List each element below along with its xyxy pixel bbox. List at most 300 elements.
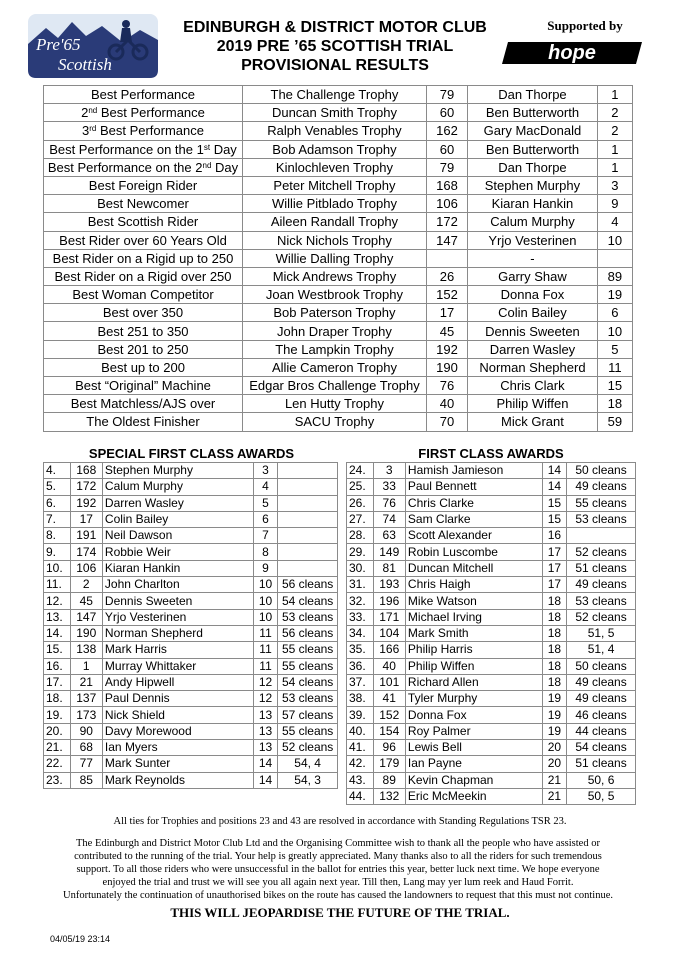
position: 28. [347,528,374,544]
position: 32. [347,593,374,609]
score: 13 [253,723,277,739]
finishing-position: 4 [597,213,632,231]
rider-number: 3 [373,463,405,479]
rider-number: 76 [373,495,405,511]
trophy-row [44,213,633,231]
score: 11 [253,642,277,658]
rider-number: 45 [426,322,467,340]
finishing-position: 2 [597,122,632,140]
rider-name: Sam Clarke [405,511,542,527]
rider-name: Donna Fox [468,286,598,304]
position: 18. [44,691,71,707]
award-row [44,625,338,641]
rider-name: Dennis Sweeten [102,593,253,609]
trophy-name: The Lampkin Trophy [243,340,427,358]
rider-name: Paul Dennis [102,691,253,707]
print-timestamp: 04/05/19 23:14 [50,934,111,944]
score: 21 [542,772,566,788]
cleans: 54, 3 [278,772,338,788]
rider-name: Mark Reynolds [102,772,253,788]
position: 20. [44,723,71,739]
award-row [347,788,636,804]
rider-name: Mark Smith [405,625,542,641]
rider-name: Colin Bailey [468,304,598,322]
score: 18 [542,674,566,690]
award-category-text: Best 251 to 350 [97,323,189,339]
score: 13 [253,740,277,756]
score: 14 [253,772,277,788]
rider-number: 70 [426,413,467,431]
cleans: 46 cleans [567,707,636,723]
rider-name: Philip Harris [405,642,542,658]
award-row [347,479,636,495]
rider-name: Norman Shepherd [468,358,598,376]
award-category-suffix: Day [211,159,239,175]
award-row [347,658,636,674]
cleans [278,544,338,560]
rider-number: 106 [70,560,102,576]
finishing-position: 6 [597,304,632,322]
cleans: 49 cleans [567,691,636,707]
cleans: 54 cleans [567,740,636,756]
award-row [347,707,636,723]
trophy-row [44,176,633,194]
trophy-name: SACU Trophy [243,413,427,431]
rider-name: Robbie Weir [102,544,253,560]
cleans: 50 cleans [567,658,636,674]
rider-number: 106 [426,195,467,213]
rider-number: 132 [373,788,405,804]
cleans: 50, 6 [567,772,636,788]
rider-number: 138 [70,642,102,658]
logo-text-line2: Scottish [58,55,112,74]
cleans: 51 cleans [567,560,636,576]
rider-number: 192 [70,495,102,511]
award-row [347,495,636,511]
rider-number: 60 [426,140,467,158]
award-category-text: 3 [81,123,90,139]
rider-number: 79 [426,86,467,104]
rider-number: 149 [373,544,405,560]
rider-name: Neil Dawson [102,528,253,544]
cleans: 54, 4 [278,756,338,772]
award-category-suffix: Best Performance [97,105,205,121]
award-category [44,231,243,249]
cleans: 53 cleans [567,511,636,527]
finishing-position: 10 [597,322,632,340]
award-row [44,593,338,609]
rider-number: 162 [426,122,467,140]
rider-name: Yrjo Vesterinen [468,231,598,249]
rider-number: 171 [373,609,405,625]
logo-text-line1: Pre'65 [36,35,81,54]
position: 29. [347,544,374,560]
finishing-position: 18 [597,395,632,413]
award-row [44,544,338,560]
rider-number: 154 [373,723,405,739]
award-category-text: Best Rider over 60 Years Old [59,232,227,248]
award-row [347,560,636,576]
position: 12. [44,593,71,609]
score: 17 [542,577,566,593]
award-row [347,642,636,658]
rider-number: 147 [70,609,102,625]
rider-name: Darren Wasley [102,495,253,511]
rider-name: Murray Whittaker [102,658,253,674]
rider-name: Stephen Murphy [468,176,598,194]
rider-number: 81 [373,560,405,576]
position: 19. [44,707,71,723]
position: 10. [44,560,71,576]
award-row [347,528,636,544]
thank-you-message [30,837,646,902]
score: 10 [253,593,277,609]
rider-name: Nick Shield [102,707,253,723]
score: 20 [542,740,566,756]
trophy-row [44,395,633,413]
award-row [347,756,636,772]
rider-name: Davy Morewood [102,723,253,739]
award-row [44,511,338,527]
cleans: 56 cleans [278,625,338,641]
score: 18 [542,593,566,609]
trophy-name: Len Hutty Trophy [243,395,427,413]
trophy-row [44,249,633,267]
position: 14. [44,625,71,641]
rider-number: 60 [426,104,467,122]
rider-number: 152 [373,707,405,723]
cleans: 53 cleans [567,593,636,609]
rider-name: Chris Clarke [405,495,542,511]
rider-number: 40 [373,658,405,674]
rider-name: Calum Murphy [468,213,598,231]
finishing-position: 1 [597,86,632,104]
trophy-name: Ralph Venables Trophy [243,122,427,140]
rider-number: 63 [373,528,405,544]
score: 13 [253,707,277,723]
score: 18 [542,609,566,625]
trophy-row [44,322,633,340]
position: 16. [44,658,71,674]
rider-name: Roy Palmer [405,723,542,739]
finishing-position [597,249,632,267]
finishing-position: 10 [597,231,632,249]
cleans: 52 cleans [567,609,636,625]
cleans: 55 cleans [278,642,338,658]
rider-name: Kevin Chapman [405,772,542,788]
position: 15. [44,642,71,658]
award-category [44,86,243,104]
position: 35. [347,642,374,658]
score: 8 [253,544,277,560]
trophy-row [44,413,633,431]
rider-name: Kiaran Hankin [102,560,253,576]
rider-number: 76 [426,377,467,395]
rider-number: 17 [70,511,102,527]
trophy-row [44,267,633,285]
award-category [44,195,243,213]
rider-name: Robin Luscombe [405,544,542,560]
score: 18 [542,625,566,641]
trophy-name: Joan Westbrook Trophy [243,286,427,304]
position: 27. [347,511,374,527]
rider-number: 152 [426,286,467,304]
trophy-name: Bob Paterson Trophy [243,304,427,322]
position: 43. [347,772,374,788]
position: 22. [44,756,71,772]
position: 38. [347,691,374,707]
score: 15 [542,495,566,511]
score: 3 [253,463,277,479]
rider-name: Ian Payne [405,756,542,772]
award-category [44,286,243,304]
position: 5. [44,479,71,495]
rider-number: 168 [426,176,467,194]
rider-number: 192 [426,340,467,358]
award-category [44,304,243,322]
rider-name: Richard Allen [405,674,542,690]
trophy-row [44,231,633,249]
rider-number: 1 [70,658,102,674]
title-event: 2019 PRE ’65 SCOTTISH TRIAL [216,38,454,55]
finishing-position: 19 [597,286,632,304]
rider-number: 85 [70,772,102,788]
score: 21 [542,788,566,804]
score: 15 [542,511,566,527]
trophy-name: Peter Mitchell Trophy [243,176,427,194]
position: 9. [44,544,71,560]
position: 7. [44,511,71,527]
award-category [44,413,243,431]
award-category-text: Best “Original” Machine [75,378,211,394]
rider-number: 174 [70,544,102,560]
cleans: 53 cleans [278,609,338,625]
rider-number: 21 [70,674,102,690]
trophy-name: The Challenge Trophy [243,86,427,104]
award-category [44,322,243,340]
award-row [44,577,338,593]
award-category-text: Best Rider on a Rigid over 250 [54,268,232,284]
award-row [44,479,338,495]
award-category-text: Best Scottish Rider [87,214,199,230]
trophy-row [44,377,633,395]
cleans: 56 cleans [278,577,338,593]
ordinal-suffix: nd [88,106,98,116]
position: 34. [347,625,374,641]
award-row [44,691,338,707]
rider-name: Andy Hipwell [102,674,253,690]
title-club: EDINBURGH & DISTRICT MOTOR CLUB [183,19,487,36]
award-category-text: Best Performance on the 2 [47,159,203,175]
rider-name: Lewis Bell [405,740,542,756]
ordinal-suffix: nd [202,160,212,170]
trophy-name: John Draper Trophy [243,322,427,340]
score: 16 [542,528,566,544]
award-row [44,642,338,658]
award-row [44,772,338,788]
award-row [44,707,338,723]
rider-name: Dennis Sweeten [468,322,598,340]
position: 41. [347,740,374,756]
message-line: Unfortunately the continuation of unauthorised bikes on the route has caused the landowners to request that this must not continue. [63,890,613,901]
rider-name: Paul Bennett [405,479,542,495]
finishing-position: 1 [597,158,632,176]
first-class-heading: FIRST CLASS AWARDS [418,446,564,461]
rider-name: Chris Clark [468,377,598,395]
award-category-text: Best over 350 [102,305,184,321]
cleans: 52 cleans [278,740,338,756]
score: 18 [542,642,566,658]
rider-name: - [468,249,598,267]
cleans: 55 cleans [278,723,338,739]
rider-name: Norman Shepherd [102,625,253,641]
trophy-row [44,358,633,376]
rider-name: Garry Shaw [468,267,598,285]
score: 11 [253,625,277,641]
cleans [278,528,338,544]
award-category-text: Best Performance [90,87,196,103]
rider-number: 96 [373,740,405,756]
award-row [347,593,636,609]
tie-resolution-note: All ties for Trophies and positions 23 and 43 are resolved in accordance with Standing Regulations TSR 23. [113,816,567,827]
rider-number: 26 [426,267,467,285]
award-category-text: Best Newcomer [97,196,189,212]
message-line: enjoyed the trial and trust we will see you all again next year. Till then, Lang may yer lum reek and Haud Forrit. [102,877,574,888]
position: 42. [347,756,374,772]
trophy-row [44,195,633,213]
position: 33. [347,609,374,625]
first-class-table [346,462,636,805]
award-category [44,213,243,231]
score: 7 [253,528,277,544]
position: 40. [347,723,374,739]
rider-number: 147 [426,231,467,249]
cleans [567,528,636,544]
trophy-name: Allie Cameron Trophy [243,358,427,376]
score: 14 [542,463,566,479]
award-category-text: Best up to 200 [101,359,185,375]
rider-name: Dan Thorpe [468,86,598,104]
rider-number: 168 [70,463,102,479]
award-category [44,358,243,376]
rider-number: 193 [373,577,405,593]
score: 14 [542,479,566,495]
award-category [44,104,243,122]
warning-notice: THIS WILL JEOPARDISE THE FUTURE OF THE TRIAL. [170,905,510,920]
position: 39. [347,707,374,723]
rider-name: Dan Thorpe [468,158,598,176]
score: 12 [253,674,277,690]
score: 9 [253,560,277,576]
award-category [44,267,243,285]
trophy-row [44,122,633,140]
trophy-name: Nick Nichols Trophy [243,231,427,249]
rider-number: 89 [373,772,405,788]
score: 6 [253,511,277,527]
rider-name: Stephen Murphy [102,463,253,479]
rider-name: Ben Butterworth [468,104,598,122]
position: 31. [347,577,374,593]
award-row [44,740,338,756]
rider-number: 173 [70,707,102,723]
score: 10 [253,609,277,625]
rider-number: 137 [70,691,102,707]
score: 5 [253,495,277,511]
cleans [278,511,338,527]
rider-name: Philip Wiffen [468,395,598,413]
trophy-name: Mick Andrews Trophy [243,267,427,285]
rider-name: Colin Bailey [102,511,253,527]
award-category-text: Best Foreign Rider [88,178,198,194]
rider-name: Yrjo Vesterinen [102,609,253,625]
rider-name: Mike Watson [405,593,542,609]
cleans: 49 cleans [567,674,636,690]
rider-number: 79 [426,158,467,176]
cleans [278,479,338,495]
finishing-position: 9 [597,195,632,213]
rider-number: 41 [373,691,405,707]
award-row [44,609,338,625]
award-row [44,658,338,674]
rider-number: 190 [70,625,102,641]
rider-name: Ian Myers [102,740,253,756]
rider-number: 191 [70,528,102,544]
award-category [44,395,243,413]
position: 17. [44,674,71,690]
award-category [44,122,243,140]
rider-number: 104 [373,625,405,641]
position: 4. [44,463,71,479]
trophy-name: Kinlochleven Trophy [243,158,427,176]
award-category-text: The Oldest Finisher [86,414,200,430]
rider-number: 33 [373,479,405,495]
trophy-row [44,86,633,104]
award-row [347,577,636,593]
award-row [44,463,338,479]
award-row [347,691,636,707]
rider-name: Hamish Jamieson [405,463,542,479]
cleans: 49 cleans [567,577,636,593]
position: 37. [347,674,374,690]
rider-name: Eric McMeekin [405,788,542,804]
trophy-name: Duncan Smith Trophy [243,104,427,122]
rider-number: 166 [373,642,405,658]
award-row [347,740,636,756]
rider-name: Kiaran Hankin [468,195,598,213]
cleans: 51, 5 [567,625,636,641]
award-row [44,560,338,576]
trophy-row [44,140,633,158]
award-row [44,528,338,544]
cleans: 49 cleans [567,479,636,495]
trophy-name: Bob Adamson Trophy [243,140,427,158]
score: 18 [542,658,566,674]
award-row [347,544,636,560]
cleans [278,560,338,576]
rider-name: Gary MacDonald [468,122,598,140]
rider-number: 68 [70,740,102,756]
award-category [44,249,243,267]
award-row [347,772,636,788]
rider-name: Darren Wasley [468,340,598,358]
rider-number: 190 [426,358,467,376]
rider-number: 45 [70,593,102,609]
sponsor-label: Supported by [547,18,623,33]
hope-sponsor-logo [502,38,642,68]
rider-name: Calum Murphy [102,479,253,495]
award-category-text: Best Performance on the 1 [49,141,204,157]
position: 6. [44,495,71,511]
